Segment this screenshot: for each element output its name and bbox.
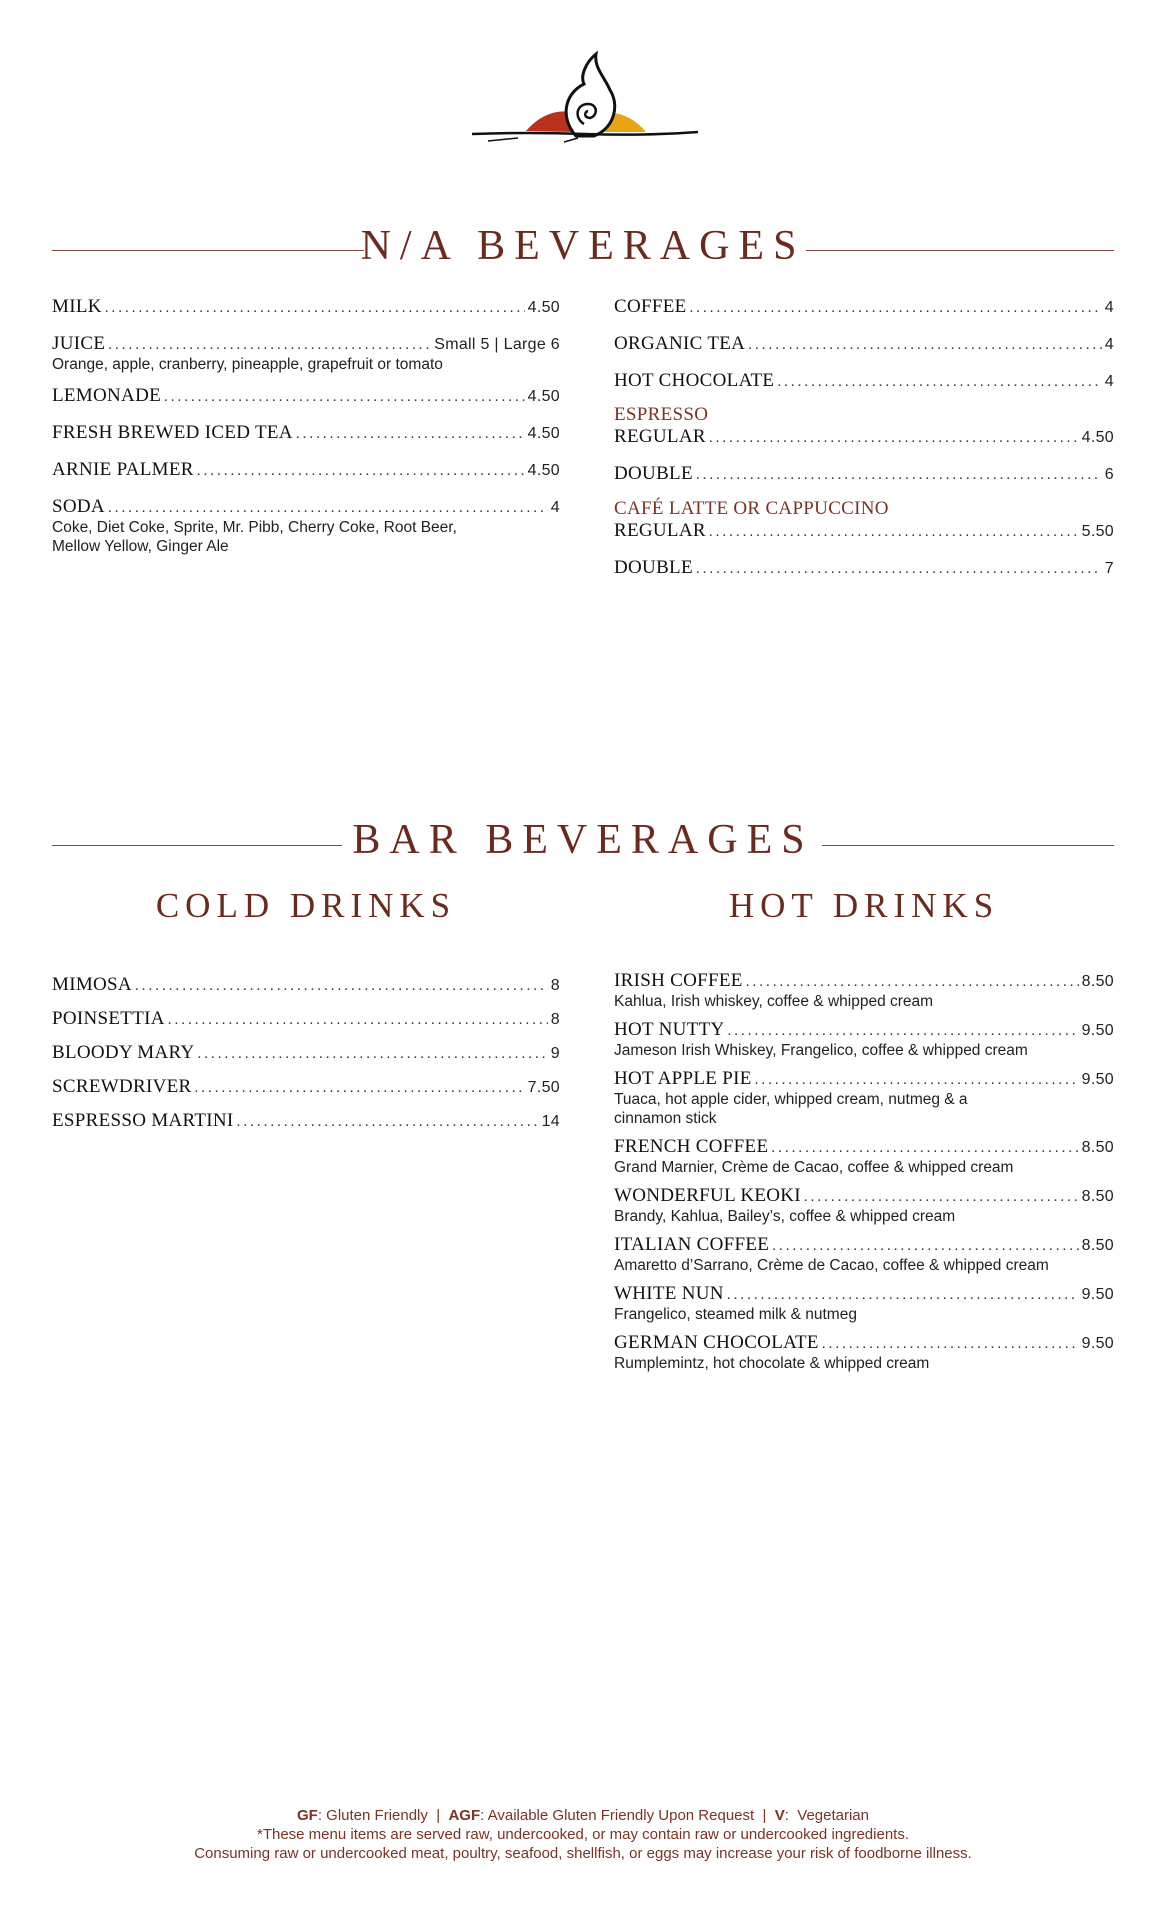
item-name: HOT NUTTY [614, 1019, 725, 1040]
menu-item [614, 1136, 1114, 1177]
menu-item [614, 426, 1114, 448]
item-name: WONDERFUL KEOKI [614, 1185, 801, 1206]
item-name: HOT APPLE PIE [614, 1068, 752, 1089]
v-label: V [774, 1807, 785, 1824]
item-price: 9.50 [1081, 1286, 1114, 1303]
item-price: Small 5 | Large 6 [434, 336, 560, 353]
item-price: 7 [1104, 560, 1114, 577]
espresso-heading: ESPRESSO [614, 404, 709, 425]
item-name: POINSETTIA [52, 1008, 165, 1029]
item-price: 9.50 [1081, 1022, 1114, 1039]
latte-heading: CAFÉ LATTE OR CAPPUCCINO [614, 498, 889, 519]
cold-drinks-column [52, 974, 560, 1132]
raw-food-notice: *These menu items are served raw, undercooked, or may contain raw or undercooked ingredients. [256, 1826, 909, 1843]
item-price: 4.50 [527, 425, 560, 442]
menu-item [52, 1008, 560, 1030]
item-price: 4.50 [1081, 429, 1114, 446]
item-name: ESPRESSO MARTINI [52, 1110, 234, 1131]
menu-item [614, 370, 1114, 392]
item-name: FRESH BREWED ICED TEA [52, 422, 293, 443]
item-name: IRISH COFFEE [614, 970, 743, 991]
menu-item [614, 333, 1114, 355]
item-price: 4.50 [527, 462, 560, 479]
item-name: DOUBLE [614, 557, 693, 578]
gf-label: GF [296, 1807, 318, 1824]
hot-drinks-title: HOT DRINKS [728, 886, 1000, 925]
dietary-legend [0, 1806, 1166, 1825]
item-price: 4 [550, 499, 560, 516]
menu-item [614, 296, 1114, 318]
item-name: DOUBLE [614, 463, 693, 484]
menu-item [52, 422, 560, 444]
item-name: BLOODY MARY [52, 1042, 195, 1063]
item-name: HOT CHOCOLATE [614, 370, 775, 391]
item-description: Coke, Diet Coke, Sprite, Mr. Pibb, Cherry Coke, Root Beer, Mellow Yellow, Ginger Ale [52, 519, 457, 555]
menu-item [614, 520, 1114, 542]
footer-notes [0, 1806, 1166, 1863]
item-name: JUICE [52, 333, 106, 354]
menu-item [52, 296, 560, 318]
item-description: Brandy, Kahlua, Bailey’s, coffee & whipped cream [614, 1208, 956, 1225]
na-left-column [52, 296, 560, 556]
item-name: ORGANIC TEA [614, 333, 746, 354]
menu-item [52, 333, 560, 374]
item-price: 8.50 [1081, 1237, 1114, 1254]
menu-item [614, 970, 1114, 1011]
item-price: 8.50 [1081, 973, 1114, 990]
menu-item [52, 1042, 560, 1064]
item-price: 4 [1104, 336, 1114, 353]
item-description: Amaretto d’Sarrano, Crème de Cacao, coffee & whipped cream [614, 1257, 1049, 1274]
menu-item [614, 463, 1114, 485]
item-price: 9.50 [1081, 1071, 1114, 1088]
item-name: SCREWDRIVER [52, 1076, 192, 1097]
item-price: 6 [1104, 466, 1114, 483]
agf-label: AGF [448, 1807, 481, 1824]
menu-item [614, 1332, 1114, 1373]
item-price: 4.50 [527, 299, 560, 316]
item-description: Tuaca, hot apple cider, whipped cream, nutmeg & a cinnamon stick [614, 1091, 968, 1127]
menu-item [52, 974, 560, 996]
item-price: 8.50 [1081, 1188, 1114, 1205]
item-name: ARNIE PALMER [52, 459, 194, 480]
item-name: MIMOSA [52, 974, 132, 995]
cold-drinks-title: COLD DRINKS [155, 886, 457, 925]
item-description: Orange, apple, cranberry, pineapple, grapefruit or tomato [52, 356, 443, 373]
menu-item [614, 1019, 1114, 1060]
item-price: 8 [550, 977, 560, 994]
menu-item [614, 1283, 1114, 1324]
item-price: 4.50 [527, 388, 560, 405]
item-price: 9.50 [1081, 1335, 1114, 1352]
item-name: REGULAR [614, 426, 706, 447]
agf-text: : Available Gluten Friendly Upon Request | [480, 1807, 775, 1824]
item-name: SODA [52, 496, 105, 517]
menu-item [614, 557, 1114, 579]
item-price: 5.50 [1081, 523, 1114, 540]
v-text: : Vegetarian [784, 1807, 869, 1824]
item-name: MILK [52, 296, 102, 317]
hot-drinks-column [614, 970, 1114, 1373]
item-description: Frangelico, steamed milk & nutmeg [614, 1306, 857, 1323]
item-name: ITALIAN COFFEE [614, 1234, 770, 1255]
flame-logo-icon [468, 46, 702, 158]
item-description: Jameson Irish Whiskey, Frangelico, coffee & whipped cream [614, 1042, 1028, 1059]
item-name: WHITE NUN [614, 1283, 724, 1304]
item-price: 14 [541, 1113, 560, 1130]
menu-item [52, 1076, 560, 1098]
foodborne-illness-warning: Consuming raw or undercooked meat, poultry, seafood, shellfish, or eggs may increase your risk of foodborne illness. [194, 1845, 972, 1862]
item-name: LEMONADE [52, 385, 161, 406]
menu-item [52, 1110, 560, 1132]
gf-text: : Gluten Friendly | [317, 1807, 449, 1824]
item-description: Rumplemintz, hot chocolate & whipped cream [614, 1355, 930, 1372]
menu-item [52, 459, 560, 481]
na-beverages-title: N/A BEVERAGES [360, 223, 806, 269]
item-name: GERMAN CHOCOLATE [614, 1332, 819, 1353]
item-description: Kahlua, Irish whiskey, coffee & whipped cream [614, 993, 934, 1010]
item-price: 7.50 [527, 1079, 560, 1096]
item-price: 8.50 [1081, 1139, 1114, 1156]
na-right-column [614, 296, 1114, 579]
menu-item [52, 496, 560, 556]
menu-item [52, 385, 560, 407]
divider-right [822, 845, 1114, 846]
menu-item [614, 1234, 1114, 1275]
item-description: Grand Marnier, Crème de Cacao, coffee & whipped cream [614, 1159, 1014, 1176]
item-price: 4 [1104, 373, 1114, 390]
menu-item [614, 1185, 1114, 1226]
menu-item [614, 1068, 1114, 1128]
item-price: 9 [550, 1045, 560, 1062]
item-name: FRENCH COFFEE [614, 1136, 769, 1157]
divider-right [806, 250, 1114, 251]
bar-beverages-title: BAR BEVERAGES [352, 817, 814, 863]
item-price: 4 [1104, 299, 1114, 316]
item-name: REGULAR [614, 520, 706, 541]
item-price: 8 [550, 1011, 560, 1028]
item-name: COFFEE [614, 296, 687, 317]
